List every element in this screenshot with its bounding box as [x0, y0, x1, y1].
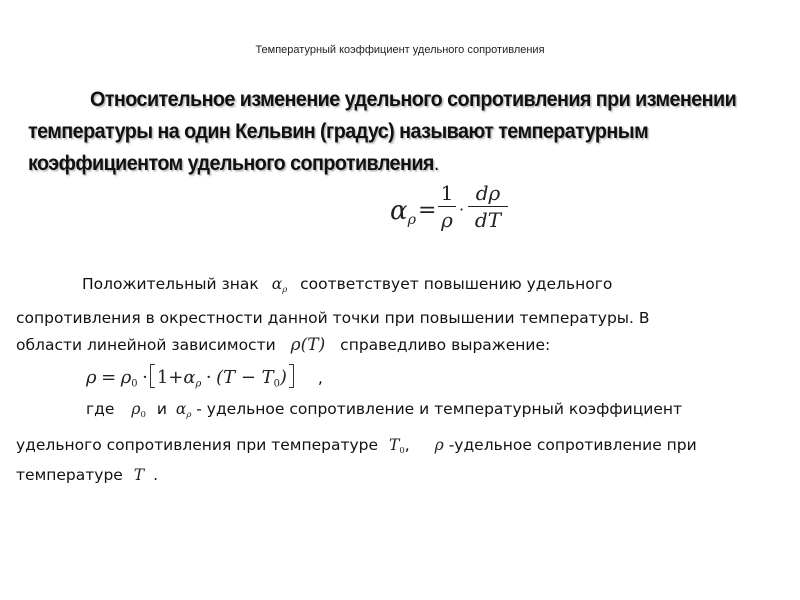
fraction-2-numerator: dρ [475, 181, 501, 205]
para4-rho0 [131, 400, 146, 418]
lin-paren-close: ) [279, 367, 287, 388]
definition-line-1: Относительное изменение удельного сопротивления при изменении [90, 88, 737, 111]
lin-paren-subscript: 0 [273, 378, 280, 390]
para5-t0-subscript: 0 [399, 445, 405, 456]
para1-alpha-symbol: α [271, 275, 283, 293]
para5-t0 [389, 436, 405, 454]
fraction-2-denominator: dT [474, 208, 502, 232]
formula-lhs-subscript: ρ [407, 212, 416, 228]
para1-alpha-subscript: ρ [282, 284, 288, 295]
lin-rho: ρ [86, 367, 97, 388]
para5-comma: , [404, 436, 410, 454]
lin-alpha-symbol: α [183, 367, 196, 388]
para4-alpha-subscript: ρ [186, 409, 192, 420]
definition-line-3-text: коэффициентом удельного сопротивления [28, 152, 434, 175]
lin-alpha [183, 367, 201, 388]
lin-bracket-right [289, 364, 294, 388]
paragraph-where [86, 400, 682, 420]
lin-dot: · [142, 367, 148, 388]
para4-rho0-subscript: 0 [140, 409, 146, 420]
para5-t0-symbol: T [389, 436, 400, 454]
paragraph-temperature-t [16, 466, 158, 484]
lin-paren [216, 367, 287, 388]
slide-title: Температурный коэффициент удельного сопротивления [255, 44, 545, 56]
para6-t: T [133, 466, 145, 484]
definition-line-3 [28, 148, 733, 180]
para3-rho-of-t: ρ(T) [290, 335, 326, 355]
lin-comma: , [318, 369, 323, 387]
formula-multiply-dot: · [459, 200, 465, 219]
formula-lhs [390, 196, 416, 228]
para4-rest: - удельное сопротивление и температурный коэффициент [196, 400, 683, 418]
lin-rho0-symbol: ρ [120, 367, 132, 388]
lin-bracket-left [150, 364, 155, 388]
definition-line-2: температуры на один Кельвин (градус) называют температурным [28, 120, 649, 143]
lin-alpha-subscript: ρ [195, 378, 202, 390]
lin-paren-text: (T − T [216, 367, 274, 388]
para3-before: области линейной зависимости [16, 336, 276, 354]
lin-rho0 [121, 367, 138, 388]
para5-before: удельного сопротивления при температуре [16, 436, 379, 454]
fraction-1-denominator: ρ [441, 208, 453, 232]
lin-rho0-subscript: 0 [131, 378, 138, 390]
formula-equals: = [418, 198, 437, 223]
lin-dot-2: · [205, 367, 212, 388]
para5-rest: -удельное сопротивление при [448, 436, 697, 454]
lin-equals: = [101, 367, 117, 388]
paragraph-positive-sign [82, 275, 612, 295]
para3-after: справедливо выражение: [340, 336, 551, 354]
definition-text [28, 84, 737, 180]
paragraph-neighborhood: сопротивления в окрестности данной точки при повышении температуры. В [16, 309, 650, 327]
para1-alpha [272, 275, 287, 293]
fraction-drho-dt [468, 180, 508, 233]
para5-rho: ρ [434, 436, 444, 454]
para4-rho0-symbol: ρ [131, 400, 141, 418]
para4-alpha-symbol: α [175, 400, 187, 418]
lin-one-plus: 1+ [156, 367, 184, 388]
para4-alpha [176, 400, 191, 418]
para4-where: где [86, 400, 115, 418]
fraction-one-over-rho [438, 180, 456, 233]
paragraph-at-temperature [16, 436, 697, 456]
para1-after: соответствует повышению удельного [300, 275, 613, 293]
paragraph-linear-region [16, 335, 550, 355]
para6-before: температуре [16, 466, 123, 484]
fraction-1-numerator: 1 [440, 181, 454, 205]
para1-before: Положительный знак [82, 275, 259, 293]
definition-period: . [433, 152, 439, 175]
formula-linear-dependence [86, 364, 296, 392]
formula-lhs-symbol: α [390, 196, 408, 226]
para6-period: . [153, 466, 158, 484]
para4-and: и [156, 400, 167, 418]
